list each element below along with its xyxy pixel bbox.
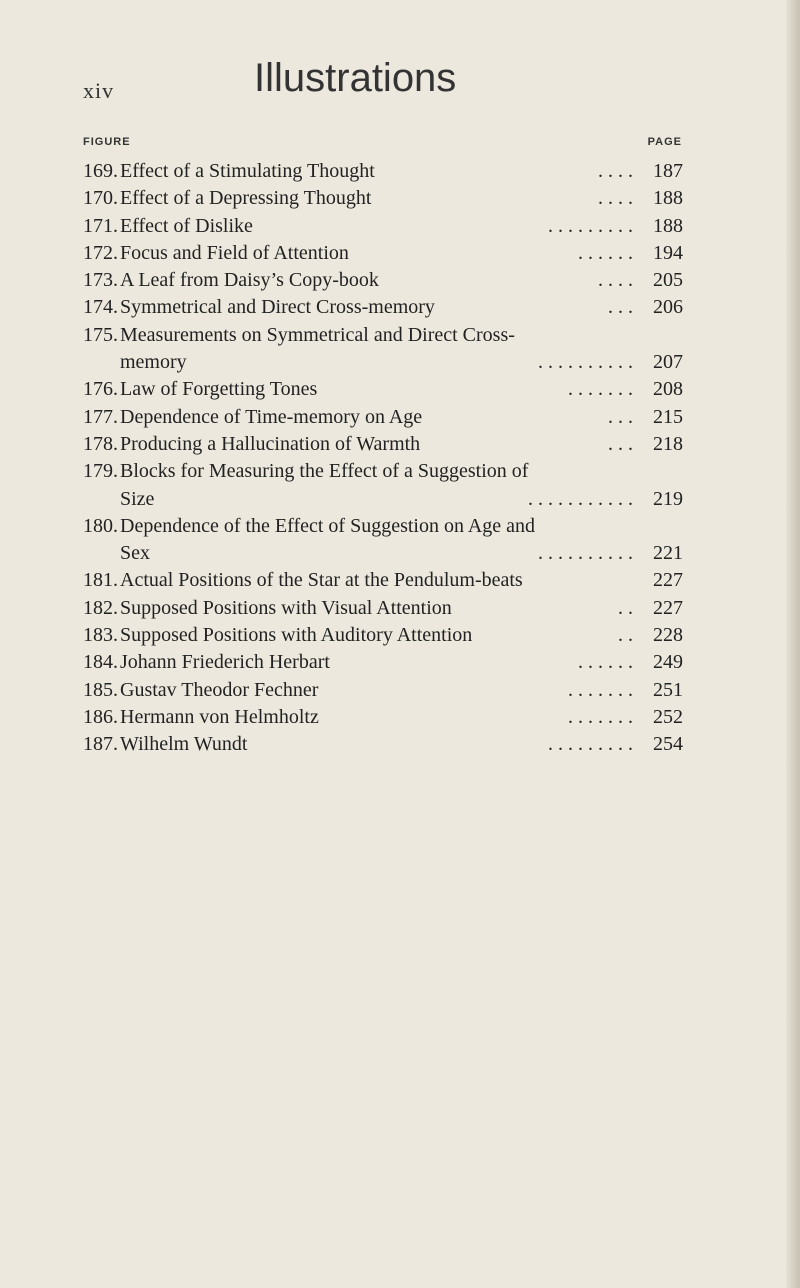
figure-caption: Dependence of the Effect of Suggestion on Age and bbox=[120, 514, 536, 537]
figure-caption: Symmetrical and Direct Cross-memory bbox=[120, 296, 435, 319]
page-reference: 218 bbox=[653, 432, 683, 455]
figure-caption: Gustav Theodor Fechner bbox=[120, 678, 319, 701]
dot-leader: . . bbox=[618, 596, 633, 619]
dot-leader: . . . bbox=[608, 432, 633, 455]
figure-caption: Sex bbox=[120, 542, 150, 565]
page-reference: 205 bbox=[653, 269, 683, 292]
list-item bbox=[83, 213, 683, 240]
figure-caption: A Leaf from Daisy’s Copy-book bbox=[120, 269, 379, 292]
figure-number: 187. bbox=[83, 733, 118, 756]
dot-leader: . . . . . . . bbox=[568, 678, 633, 701]
page-column-header: PAGE bbox=[647, 136, 682, 148]
list-item bbox=[83, 704, 683, 731]
figure-number: 180. bbox=[83, 514, 118, 537]
page-reference: 219 bbox=[653, 487, 683, 510]
figure-caption: Measurements on Symmetrical and Direct Cross- bbox=[120, 323, 515, 346]
page-title: Illustrations bbox=[254, 56, 457, 100]
page-reference: 188 bbox=[653, 214, 683, 237]
page-reference: 251 bbox=[653, 678, 683, 701]
figure-caption: Producing a Hallucination of Warmth bbox=[120, 432, 421, 455]
list-item bbox=[83, 677, 683, 704]
illustrations-list bbox=[83, 158, 683, 759]
figure-number: 176. bbox=[83, 378, 118, 401]
page-reference: 215 bbox=[653, 405, 683, 428]
page-reference: 254 bbox=[653, 733, 683, 756]
page-reference: 227 bbox=[653, 569, 683, 592]
figure-caption: Actual Positions of the Star at the Pendulum-beats bbox=[120, 569, 523, 592]
dot-leader: . . . . . . . . . . bbox=[538, 351, 633, 374]
figure-number: 171. bbox=[83, 214, 118, 237]
list-item bbox=[83, 267, 683, 294]
figure-number: 170. bbox=[83, 187, 118, 210]
page-reference: 221 bbox=[653, 542, 683, 565]
figure-caption: Johann Friederich Herbart bbox=[120, 651, 330, 674]
dot-leader: . . . . . . bbox=[578, 241, 633, 264]
list-item bbox=[83, 185, 683, 212]
figure-caption: memory bbox=[120, 351, 187, 374]
page-number: xiv bbox=[83, 78, 115, 103]
figure-caption: Focus and Field of Attention bbox=[120, 241, 349, 264]
list-item bbox=[83, 294, 683, 321]
figure-number: 175. bbox=[83, 323, 118, 346]
figure-caption: Dependence of Time-memory on Age bbox=[120, 405, 423, 428]
page-header bbox=[0, 56, 800, 106]
figure-number: 174. bbox=[83, 296, 118, 319]
figure-caption: Law of Forgetting Tones bbox=[120, 378, 318, 401]
figure-number: 181. bbox=[83, 569, 118, 592]
page-reference: 249 bbox=[653, 651, 683, 674]
dot-leader: . . . . bbox=[598, 160, 633, 182]
page-reference: 188 bbox=[653, 187, 683, 210]
figure-number: 183. bbox=[83, 624, 118, 647]
figure-number: 186. bbox=[83, 705, 118, 728]
page-reference: 227 bbox=[653, 596, 683, 619]
dot-leader: . . . . bbox=[598, 269, 633, 292]
page-edge bbox=[786, 0, 800, 1288]
list-item bbox=[83, 431, 683, 458]
figure-number: 173. bbox=[83, 269, 118, 292]
list-item bbox=[83, 240, 683, 267]
figure-number: 182. bbox=[83, 596, 118, 619]
list-item bbox=[83, 513, 683, 568]
figure-number: 185. bbox=[83, 678, 118, 701]
list-item bbox=[83, 622, 683, 649]
dot-leader: . . . . . . . bbox=[568, 705, 633, 728]
dot-leader: . . . . . . . . . bbox=[548, 214, 633, 237]
list-item bbox=[83, 158, 683, 185]
figure-caption: Supposed Positions with Visual Attention bbox=[120, 596, 452, 619]
figure-caption: Hermann von Helmholtz bbox=[120, 705, 319, 728]
dot-leader: . . . . . . . . . . bbox=[538, 542, 633, 565]
dot-leader: . . . . . . . bbox=[568, 378, 633, 401]
list-item bbox=[83, 567, 683, 594]
figure-caption: Effect of Dislike bbox=[120, 214, 253, 237]
figure-number: 169. bbox=[83, 160, 118, 182]
dot-leader: . . . . . . . . . . . bbox=[528, 487, 633, 510]
page-reference: 207 bbox=[653, 351, 683, 374]
dot-leader: . . . . . . . . . bbox=[548, 733, 633, 756]
list-item bbox=[83, 649, 683, 676]
figure-caption: Effect of a Stimulating Thought bbox=[120, 160, 375, 182]
list-item bbox=[83, 404, 683, 431]
list-item bbox=[83, 458, 683, 513]
figure-caption: Effect of a Depressing Thought bbox=[120, 187, 372, 210]
list-item bbox=[83, 376, 683, 403]
list-item bbox=[83, 595, 683, 622]
page-reference: 252 bbox=[653, 705, 683, 728]
figure-caption: Blocks for Measuring the Effect of a Suggestion of bbox=[120, 460, 529, 483]
figure-number: 172. bbox=[83, 241, 118, 264]
figure-caption: Supposed Positions with Auditory Attention bbox=[120, 624, 473, 647]
list-item bbox=[83, 731, 683, 758]
figure-number: 179. bbox=[83, 460, 118, 483]
page-reference: 194 bbox=[653, 241, 683, 264]
list-item bbox=[83, 322, 683, 377]
page-reference: 187 bbox=[653, 160, 683, 182]
column-headers bbox=[0, 136, 800, 152]
figure-number: 178. bbox=[83, 432, 118, 455]
page-reference: 228 bbox=[653, 624, 683, 647]
figure-caption: Wilhelm Wundt bbox=[120, 733, 248, 756]
dot-leader: . . . . . . bbox=[578, 651, 633, 674]
dot-leader: . . bbox=[618, 624, 633, 647]
page-reference: 206 bbox=[653, 296, 683, 319]
figure-number: 177. bbox=[83, 405, 118, 428]
dot-leader: . . . bbox=[608, 405, 633, 428]
figure-number: 184. bbox=[83, 651, 118, 674]
dot-leader: . . . bbox=[608, 296, 633, 319]
figure-caption: Size bbox=[120, 487, 155, 510]
page-reference: 208 bbox=[653, 378, 683, 401]
dot-leader: . . . . bbox=[598, 187, 633, 210]
figure-column-header: FIGURE bbox=[83, 136, 131, 148]
